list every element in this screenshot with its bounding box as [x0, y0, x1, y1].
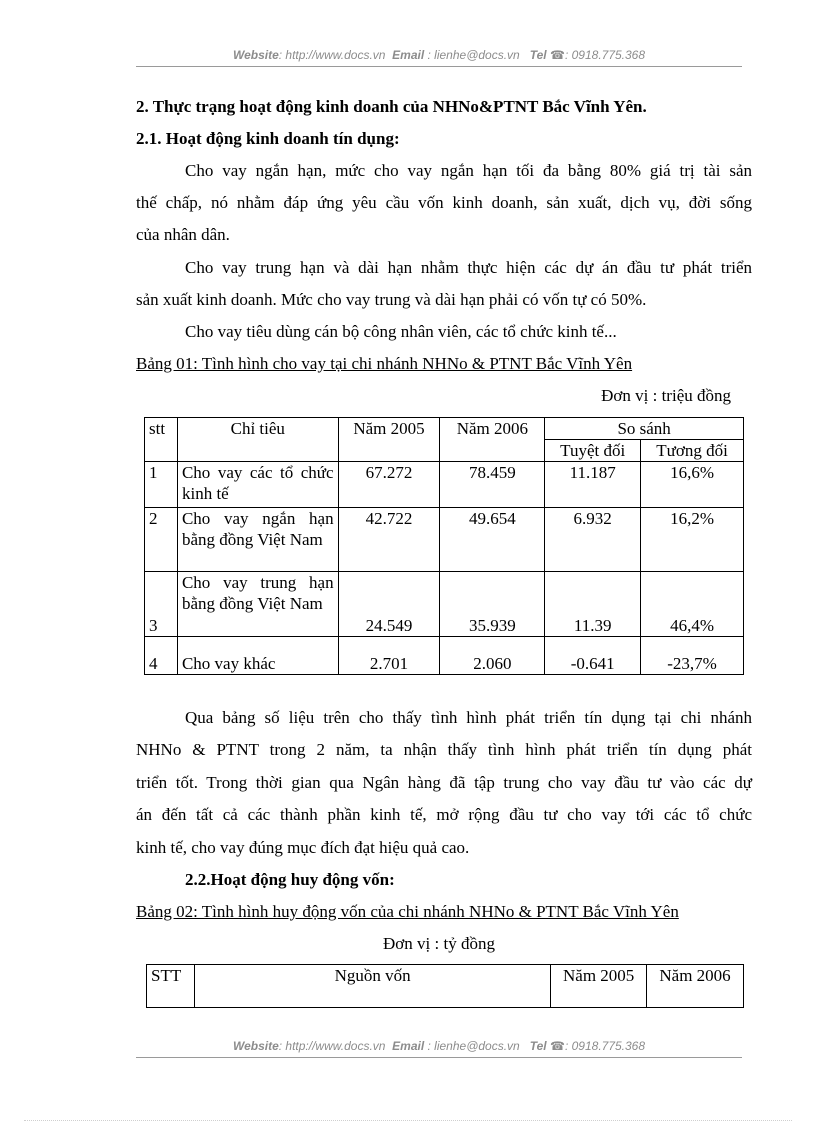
para2-line1: Cho vay trung hạn và dài hạn nhằm thực hiện các dự án đầu tư phát triển: [185, 258, 752, 277]
table1-unit: Đơn vị : triệu đồng: [601, 386, 731, 405]
row-abs: 6.932: [545, 508, 641, 572]
row-2005: 2.701: [338, 637, 440, 675]
header-2005: Năm 2005: [551, 965, 647, 1008]
page-footer: [136, 1039, 742, 1053]
row-2005: 42.722: [338, 508, 440, 572]
row-2006: 78.459: [440, 462, 545, 508]
row-label: Cho vay các tổ chức kinh tế: [177, 462, 338, 508]
header-2006: Năm 2006: [440, 418, 545, 462]
row-rel: 16,6%: [641, 462, 744, 508]
phone-icon: ☎: [550, 1039, 565, 1053]
website-value: : http://www.docs.vn: [278, 48, 386, 62]
page-edge-dots: [24, 1120, 792, 1121]
header-nguonvon: Nguồn vốn: [194, 965, 550, 1008]
table-row: [145, 572, 744, 637]
email-label: Email: [392, 1039, 425, 1053]
header-stt: STT: [147, 965, 195, 1008]
table-header-row: [145, 418, 744, 440]
table-row: [145, 508, 744, 572]
loan-table: [144, 417, 744, 675]
para1-line1: Cho vay ngắn hạn, mức cho vay ngắn hạn tối đa bằng 80% giá trị tài sản: [185, 161, 752, 180]
tel-value: : 0918.775.368: [564, 1039, 646, 1053]
row-abs: -0.641: [545, 637, 641, 675]
header-stt: stt: [145, 418, 178, 462]
para4-line1: Qua bảng số liệu trên cho thấy tình hình phát triển tín dụng tại chi nhánh: [185, 708, 752, 727]
row-stt: 4: [145, 637, 178, 675]
tel-label: Tel: [529, 1039, 547, 1053]
table-header-row: [147, 965, 744, 1008]
header-2006: Năm 2006: [647, 965, 744, 1008]
header-tuongdoi: Tương đối: [641, 440, 744, 462]
table-row: [145, 462, 744, 508]
table-row: [145, 637, 744, 675]
phone-icon: ☎: [550, 48, 565, 62]
email-label: Email: [392, 48, 425, 62]
tel-value: : 0918.775.368: [564, 48, 646, 62]
row-label: Cho vay khác: [177, 637, 338, 675]
header-tuyetdoi: Tuyệt đối: [545, 440, 641, 462]
row-2006: 35.939: [440, 572, 545, 637]
para4-line5: kinh tế, cho vay đúng mục đích đạt hiệu quả cao.: [136, 838, 470, 857]
para4-line3: triển tốt. Trong thời gian qua Ngân hàng đã tập trung cho vay đầu tư vào các dự: [136, 773, 752, 792]
row-2006: 2.060: [440, 637, 545, 675]
heading-2-2: 2.2.Hoạt động huy động vốn:: [185, 870, 395, 889]
para1-line2: thế chấp, nó nhằm đáp ứng yêu cầu vốn kinh doanh, sản xuất, dịch vụ, đời sống: [136, 193, 752, 212]
row-2006: 49.654: [440, 508, 545, 572]
website-label: Website: [232, 1039, 279, 1053]
para3: Cho vay tiêu dùng cán bộ công nhân viên, các tổ chức kinh tế...: [185, 322, 617, 341]
page-header: [136, 48, 742, 62]
footer-rule: [136, 1057, 742, 1058]
table2-caption: Bảng 02: Tình hình huy động vốn của chi nhánh NHNo & PTNT Bắc Vĩnh Yên: [136, 902, 679, 921]
row-abs: 11.187: [545, 462, 641, 508]
row-rel: -23,7%: [641, 637, 744, 675]
para2-line2: sản xuất kinh doanh. Mức cho vay trung và dài hạn phải có vốn tự có 50%.: [136, 290, 647, 309]
header-sosanh: So sánh: [545, 418, 744, 440]
para1-line3: của nhân dân.: [136, 225, 230, 244]
header-chitieu: Chỉ tiêu: [177, 418, 338, 462]
row-rel: 16,2%: [641, 508, 744, 572]
row-stt: 1: [145, 462, 178, 508]
row-stt: 2: [145, 508, 178, 572]
row-label: Cho vay trung hạn bằng đồng Việt Nam: [177, 572, 338, 637]
heading-main: 2. Thực trạng hoạt động kinh doanh của NHNo&PTNT Bắc Vĩnh Yên.: [136, 97, 647, 116]
capital-table: [146, 964, 744, 1008]
row-stt: 3: [145, 572, 178, 637]
row-2005: 24.549: [338, 572, 440, 637]
row-rel: 46,4%: [641, 572, 744, 637]
table2-unit: Đơn vị : tỷ đồng: [383, 934, 495, 953]
para4-line2: NHNo & PTNT trong 2 năm, ta nhận thấy tình hình phát triển tín dụng phát: [136, 740, 752, 759]
website-label: Website: [232, 48, 279, 62]
email-value: : lienhe@docs.vn: [427, 1039, 520, 1053]
tel-label: Tel: [529, 48, 547, 62]
row-label: Cho vay ngắn hạn bằng đồng Việt Nam: [177, 508, 338, 572]
website-value: : http://www.docs.vn: [278, 1039, 386, 1053]
table1-caption: Bảng 01: Tình hình cho vay tại chi nhánh NHNo & PTNT Bắc Vĩnh Yên: [136, 354, 633, 373]
para4-line4: án đến tất cả các thành phần kinh tế, mở rộng đầu tư cho vay tới các tổ chức: [136, 805, 752, 824]
heading-2-1: 2.1. Hoạt động kinh doanh tín dụng:: [136, 129, 400, 148]
row-2005: 67.272: [338, 462, 440, 508]
header-rule: [136, 66, 742, 67]
header-2005: Năm 2005: [338, 418, 440, 462]
email-value: : lienhe@docs.vn: [427, 48, 520, 62]
row-abs: 11.39: [545, 572, 641, 637]
